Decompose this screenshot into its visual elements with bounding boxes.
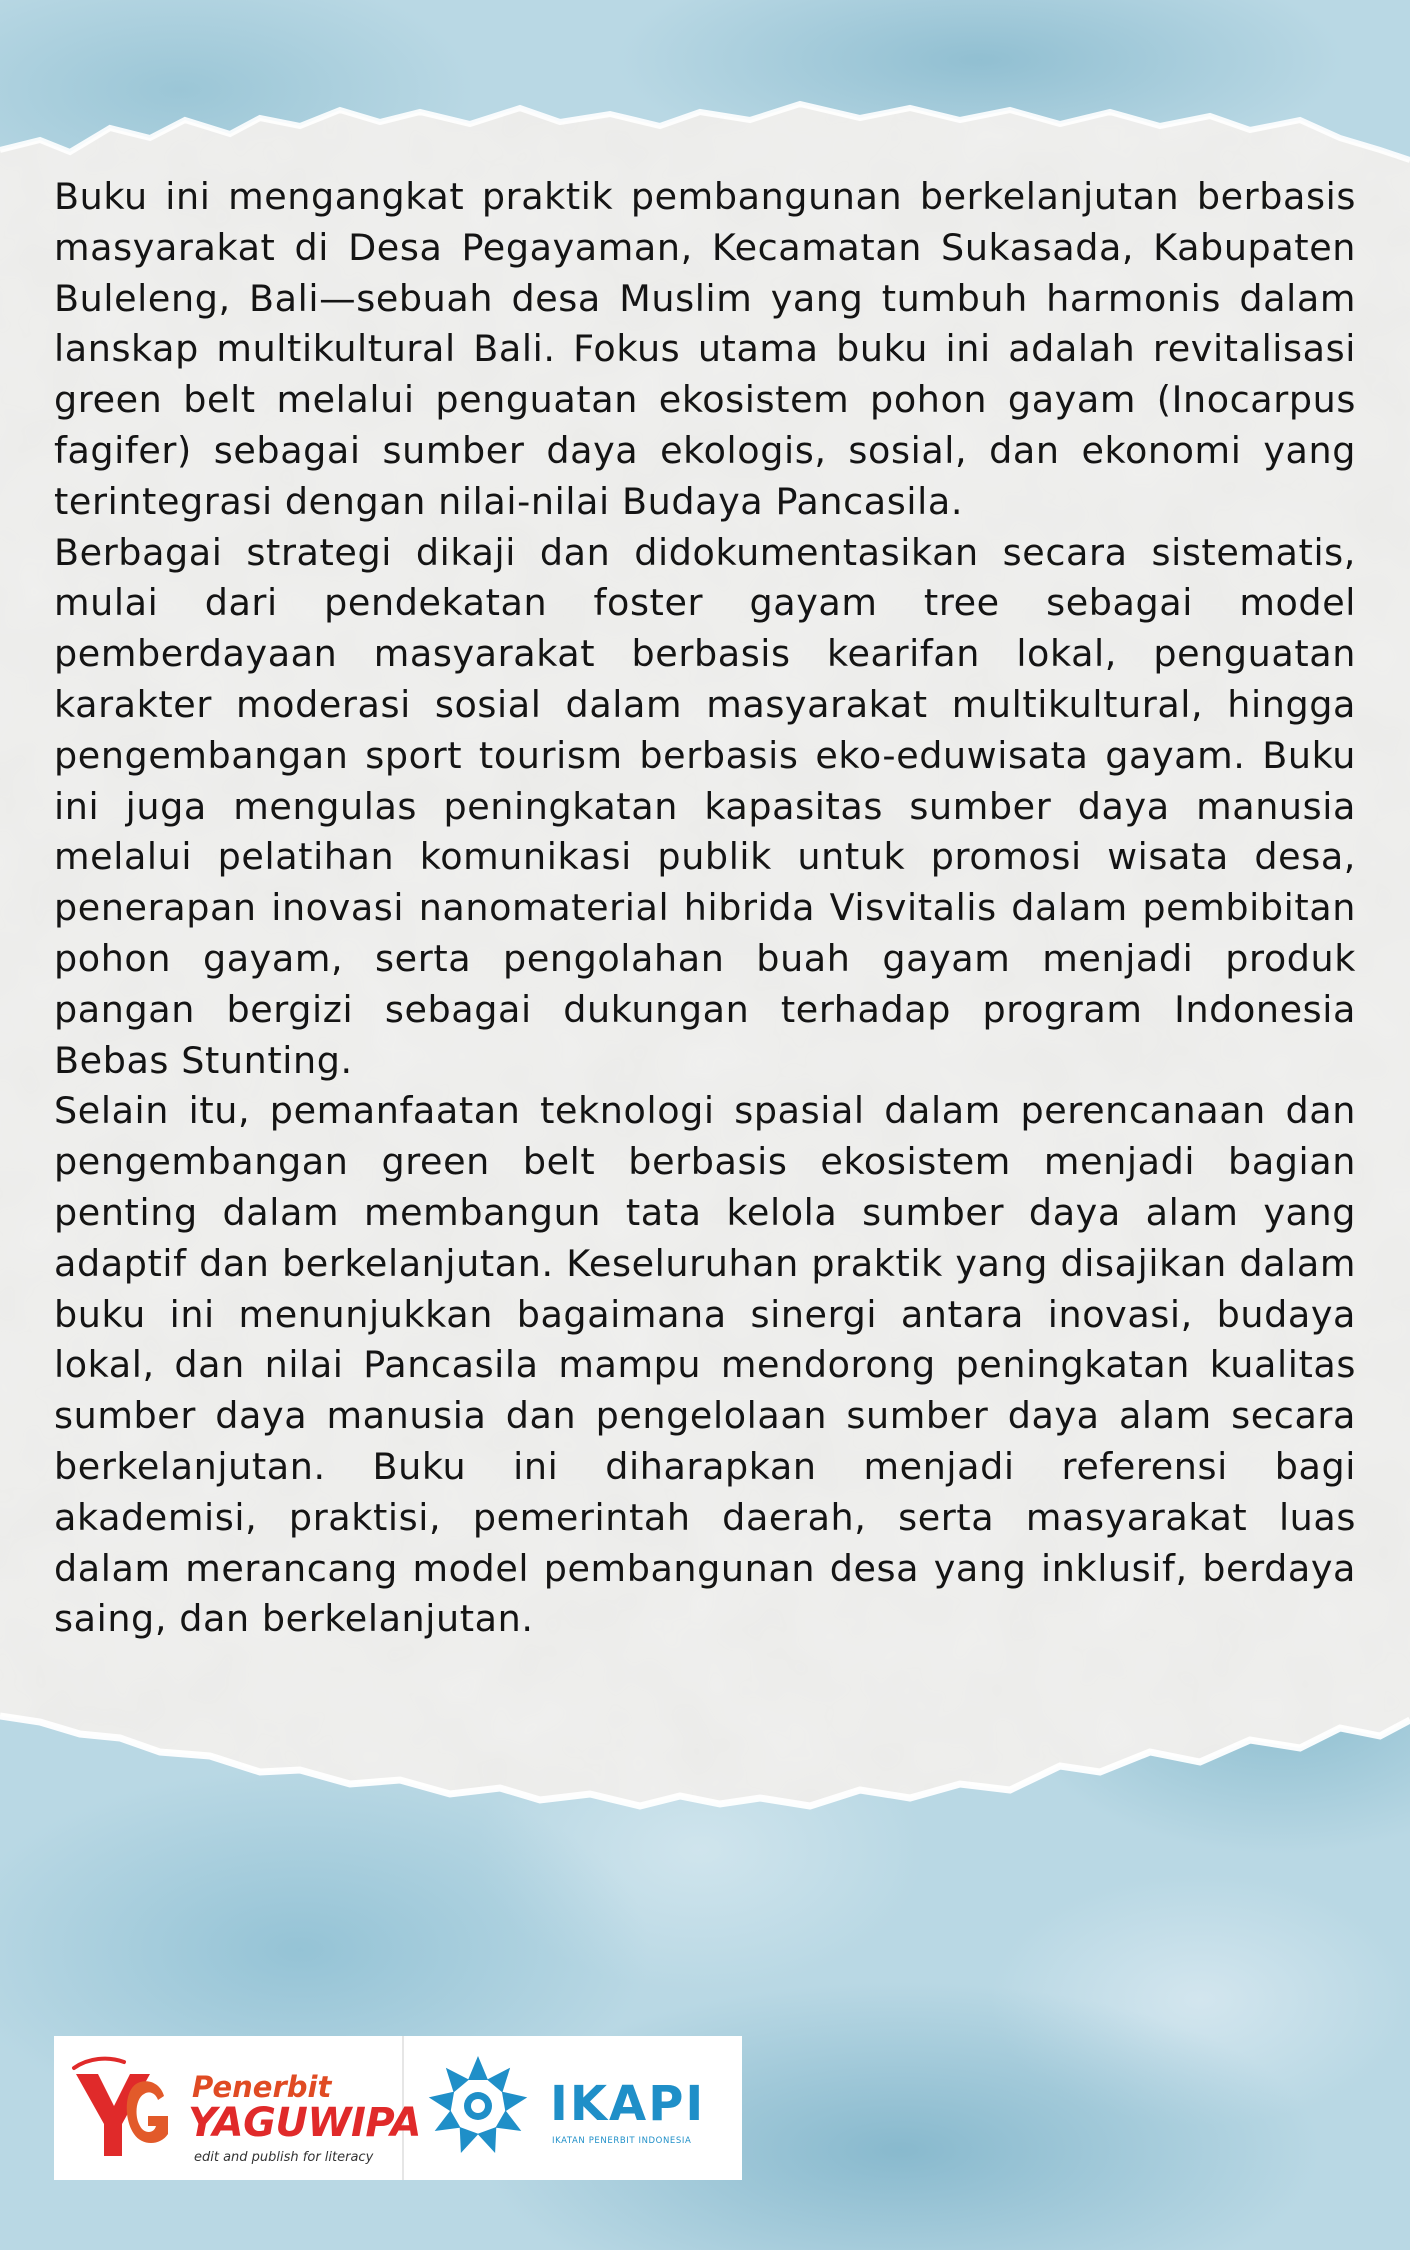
- association-subtitle: IKATAN PENERBIT INDONESIA: [552, 2136, 692, 2146]
- ikapi-logo: [404, 2036, 742, 2180]
- publisher-name: YAGUWIPA: [188, 2100, 422, 2146]
- yaguwipa-logo: [54, 2036, 422, 2180]
- blurb-paragraph-2: Berbagai strategi dikaji dan didokumentasikan secara sistematis, mulai dari pendekatan foster gayam tree sebagai model pemberdayaan masyarakat berbasis kearifan lokal, penguatan karakter moderasi sosial dalam masyarakat multikultural, hingga pengembangan sport tourism berbasis eko-eduwisata gayam. Buku ini juga mengulas peningkatan kapasitas sumber daya manusia melalui pelatihan komunikasi publik untuk promosi wisata desa, penerapan inovasi nanomaterial hibrida Visvitalis dalam pembibitan pohon gayam, serta pengolahan buah gayam menjadi produk pangan bergizi sebagai dukungan terhadap program Indonesia Bebas Stunting.: [54, 530, 1356, 1082]
- star-flower-icon: [422, 2050, 534, 2162]
- blurb-text: [54, 172, 1356, 1645]
- publisher-logo-strip: [54, 2036, 742, 2180]
- publisher-prefix: Penerbit: [192, 2070, 332, 2104]
- blurb-paragraph-3: Selain itu, pemanfaatan teknologi spasial dalam perencanaan dan pengembangan green belt berbasis ekosistem menjadi bagian penting dalam membangun tata kelola sumber daya alam yang adaptif dan berkelanjutan. Keseluruhan praktik yang disajikan dalam buku ini menunjukkan bagaimana sinergi antara inovasi, budaya lokal, dan nilai Pancasila mampu mendorong peningkatan kualitas sumber daya manusia dan pengelolaan sumber daya alam secara berkelanjutan. Buku ini diharapkan menjadi referensi bagi akademisi, praktisi, pemerintah daerah, serta masyarakat luas dalam merancang model pembangunan desa yang inklusif, berdaya saing, dan berkelanjutan.: [54, 1089, 1356, 1641]
- blurb-paragraph-1: Buku ini mengangkat praktik pembangunan berkelanjutan berbasis masyarakat di Desa Pegayaman, Kecamatan Sukasada, Kabupaten Buleleng, Bali—sebuah desa Muslim yang tumbuh harmonis dalam lanskap multikultural Bali. Fokus utama buku ini adalah revitalisasi green belt melalui penguatan ekosistem pohon gayam (Inocarpus fagifer) sebagai sumber daya ekologis, sosial, dan ekonomi yang terintegrasi dengan nilai-nilai Budaya Pancasila.: [54, 175, 1356, 523]
- yg-monogram-icon: [68, 2054, 178, 2166]
- association-name: IKAPI: [550, 2076, 706, 2132]
- publisher-tagline: edit and publish for literacy: [194, 2150, 374, 2165]
